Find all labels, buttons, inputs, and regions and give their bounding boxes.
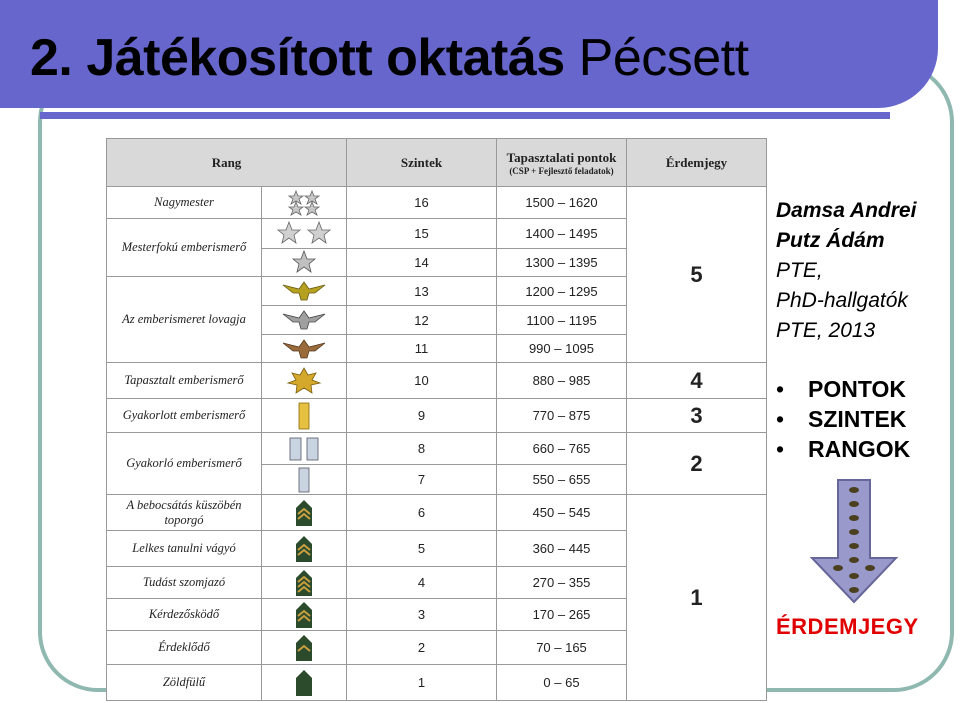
- grade-cell: 5: [627, 187, 767, 363]
- insignia-gold-bar-icon: [262, 399, 347, 433]
- points-cell: 450 – 545: [497, 495, 627, 531]
- level-cell: 7: [347, 465, 497, 495]
- level-cell: 4: [347, 567, 497, 599]
- rank-name: Gyakorló emberismerő: [107, 433, 262, 495]
- points-cell: 360 – 445: [497, 531, 627, 567]
- bullet-item: • RANGOK: [776, 434, 910, 464]
- author-name: Damsa Andrei: [776, 199, 917, 222]
- level-cell: 13: [347, 277, 497, 306]
- points-cell: 1400 – 1495: [497, 219, 627, 249]
- insignia-blank-patch-icon: [262, 665, 347, 701]
- insignia-silver-bar-icon: [262, 465, 347, 495]
- rank-table: [106, 138, 767, 701]
- author-name: Putz Ádám: [776, 229, 885, 252]
- rank-name: Gyakorlott emberismerő: [107, 399, 262, 433]
- rank-name: Mesterfokú emberismerő: [107, 219, 262, 277]
- insignia-one-star-icon: [262, 249, 347, 277]
- table-row: [107, 187, 767, 219]
- points-cell: 880 – 985: [497, 363, 627, 399]
- rank-name: Nagymester: [107, 187, 262, 219]
- rank-name: Tapasztalt emberismerő: [107, 363, 262, 399]
- insignia-chevron-icon: [262, 531, 347, 567]
- points-cell: 990 – 1095: [497, 335, 627, 363]
- points-cell: 550 – 655: [497, 465, 627, 495]
- grade-cell: 4: [627, 363, 767, 399]
- insignia-oak-leaf-icon: [262, 363, 347, 399]
- points-cell: 0 – 65: [497, 665, 627, 701]
- bullet-list: [776, 374, 910, 464]
- header-rank: Rang: [107, 139, 347, 187]
- points-cell: 660 – 765: [497, 433, 627, 465]
- header-level: Szintek: [347, 139, 497, 187]
- rank-name: A bebocsátás küszöbén toporgó: [107, 495, 262, 531]
- level-cell: 1: [347, 665, 497, 701]
- level-cell: 16: [347, 187, 497, 219]
- bullet-item: • PONTOK: [776, 374, 910, 404]
- rank-name: Zöldfülű: [107, 665, 262, 701]
- level-cell: 12: [347, 306, 497, 335]
- points-cell: 1100 – 1195: [497, 306, 627, 335]
- insignia-chevron-icon: [262, 599, 347, 631]
- level-cell: 5: [347, 531, 497, 567]
- points-cell: 270 – 355: [497, 567, 627, 599]
- table-row: [107, 433, 767, 465]
- insignia-chevron-icon: [262, 567, 347, 599]
- rank-name: Lelkes tanulni vágyó: [107, 531, 262, 567]
- insignia-double-silver-bar-icon: [262, 433, 347, 465]
- bullet-item: • SZINTEK: [776, 404, 910, 434]
- slide-title: [30, 28, 749, 88]
- points-cell: 70 – 165: [497, 631, 627, 665]
- header-points-sub: (CSP + Fejlesztő feladatok): [509, 165, 614, 176]
- insignia-eagle-silver-icon: [262, 306, 347, 335]
- level-cell: 10: [347, 363, 497, 399]
- table-row: [107, 399, 767, 433]
- level-cell: 6: [347, 495, 497, 531]
- rank-name: Az emberismeret lovagja: [107, 277, 262, 363]
- rank-name: Kérdezősködő: [107, 599, 262, 631]
- table-row: [107, 363, 767, 399]
- grade-cell: 1: [627, 495, 767, 701]
- insignia-eagle-bronze-icon: [262, 335, 347, 363]
- level-cell: 14: [347, 249, 497, 277]
- grade-label: ÉRDEMJEGY: [776, 614, 919, 639]
- affiliation-line: PhD-hallgatók: [776, 289, 908, 312]
- level-cell: 2: [347, 631, 497, 665]
- title-underline: [40, 112, 890, 119]
- insignia-single-chevron-icon: [262, 631, 347, 665]
- insignia-chevron-icon: [262, 495, 347, 531]
- insignia-two-stars-icon: [262, 219, 347, 249]
- rank-name: Érdeklődő: [107, 631, 262, 665]
- points-cell: 1500 – 1620: [497, 187, 627, 219]
- level-cell: 3: [347, 599, 497, 631]
- level-cell: 11: [347, 335, 497, 363]
- affiliation-line: PTE, 2013: [776, 319, 876, 342]
- title-normal: Pécsett: [578, 29, 749, 87]
- table-row: [107, 495, 767, 531]
- points-cell: 170 – 265: [497, 599, 627, 631]
- author-block: [776, 196, 916, 346]
- grade-cell: 3: [627, 399, 767, 433]
- insignia-eagle-gold-icon: [262, 277, 347, 306]
- rank-name: Tudást szomjazó: [107, 567, 262, 599]
- points-cell: 1300 – 1395: [497, 249, 627, 277]
- title-bold: 2. Játékosított oktatás: [30, 29, 565, 87]
- header-grade: Érdemjegy: [627, 139, 767, 187]
- rank-table-container: [106, 138, 766, 698]
- level-cell: 15: [347, 219, 497, 249]
- down-arrow-icon: [808, 478, 900, 609]
- level-cell: 8: [347, 433, 497, 465]
- grade-cell: 2: [627, 433, 767, 495]
- affiliation-line: PTE,: [776, 259, 823, 282]
- points-cell: 1200 – 1295: [497, 277, 627, 306]
- level-cell: 9: [347, 399, 497, 433]
- insignia-four-stars-icon: [262, 187, 347, 219]
- header-points: [497, 139, 627, 187]
- points-cell: 770 – 875: [497, 399, 627, 433]
- header-points-label: Tapasztalati pontok: [506, 149, 617, 165]
